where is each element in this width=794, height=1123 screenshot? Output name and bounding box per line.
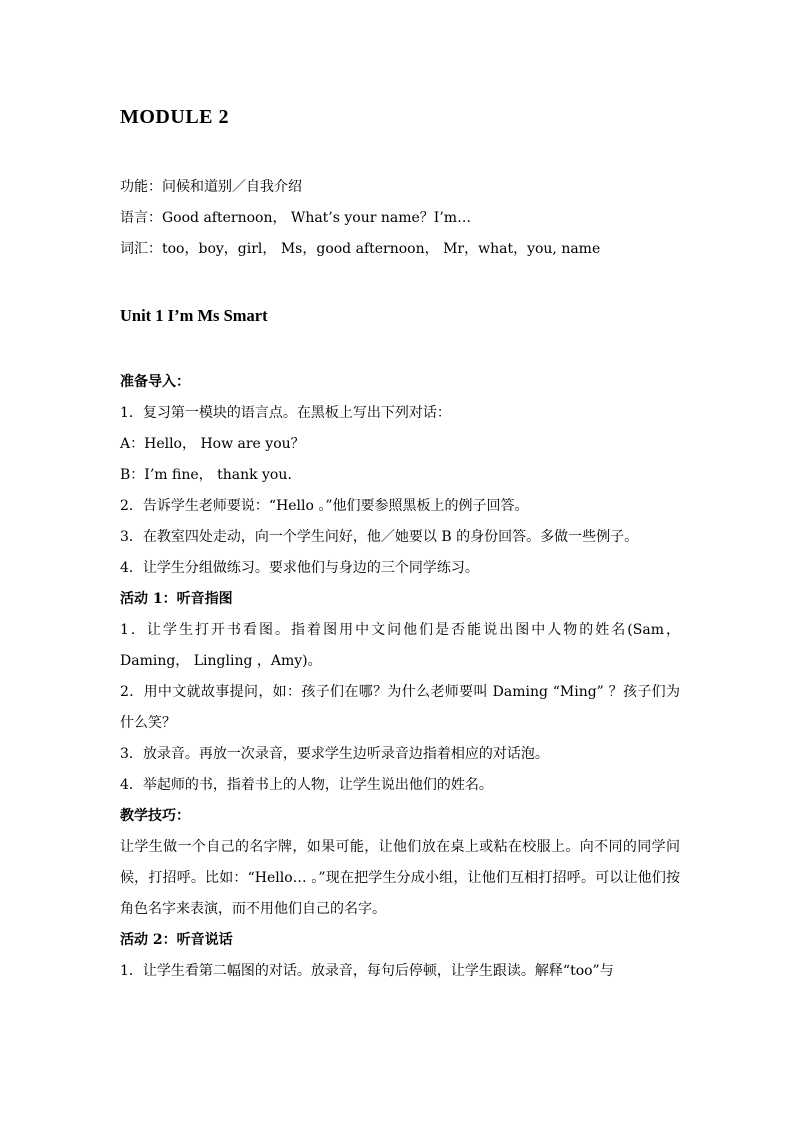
unit-title: Unit 1 I’m Ms Smart <box>120 306 268 325</box>
activity1-item: 2．用中文就故事提问，如：孩子们在哪？为什么老师要叫 Daming “Ming” ？孩子们为什么笑？ <box>120 684 680 731</box>
tips-heading: 教学技巧： <box>120 808 190 824</box>
activity1-item: 1．让学生打开书看图。指着图用中文问他们是否能说出图中人物的姓名(Sam，Daming， Lingling ，Amy)。 <box>120 622 680 669</box>
activity1-item: 3．放录音。再放一次录音，要求学生边听录音边指着相应的对话泡。 <box>120 746 549 762</box>
tips-text: 让学生做一个自己的名字牌，如果可能，让他们放在桌上或粘在校服上。向不同的同学问候，打招呼。比如：“Hello… 。”现在把学生分成小组，让他们互相打招呼。可以让他们按角色名字来表演，而不用他们自己的名字。 <box>120 839 680 917</box>
language-line: 语言：Good afternoon， What’s your name？I’m… <box>120 210 472 226</box>
prep-item: 3．在教室四处走动，向一个学生问好，他／她要以 B 的身份回答。多做一些例子。 <box>120 529 639 545</box>
prep-heading: 准备导入： <box>120 374 190 390</box>
document-body <box>120 102 680 987</box>
activity1-item: 4．举起师的书，指着书上的人物，让学生说出他们的姓名。 <box>120 777 493 793</box>
vocabulary-line: 词汇：too，boy，girl， Ms，good afternoon， Mr，what，you, name <box>120 241 601 257</box>
prep-item: 2．告诉学生老师要说：“Hello 。”他们要参照黑板上的例子回答。 <box>120 498 529 514</box>
prep-item: B：I’m fine， thank you. <box>120 467 292 483</box>
prep-item: 1．复习第一模块的语言点。在黑板上写出下列对话： <box>120 405 451 421</box>
activity2-item: 1．让学生看第二幅图的对话。放录音，每句后停顿，让学生跟读。解释“too”与 <box>120 963 614 979</box>
activity1-heading: 活动 1：听音指图 <box>120 591 233 607</box>
prep-item: 4．让学生分组做练习。要求他们与身边的三个同学练习。 <box>120 560 479 576</box>
function-line: 功能：问候和道别／自我介绍 <box>120 179 302 195</box>
activity2-heading: 活动 2：听音说话 <box>120 932 233 948</box>
prep-item: A：Hello， How are you？ <box>120 436 305 452</box>
module-title: MODULE 2 <box>120 106 229 128</box>
